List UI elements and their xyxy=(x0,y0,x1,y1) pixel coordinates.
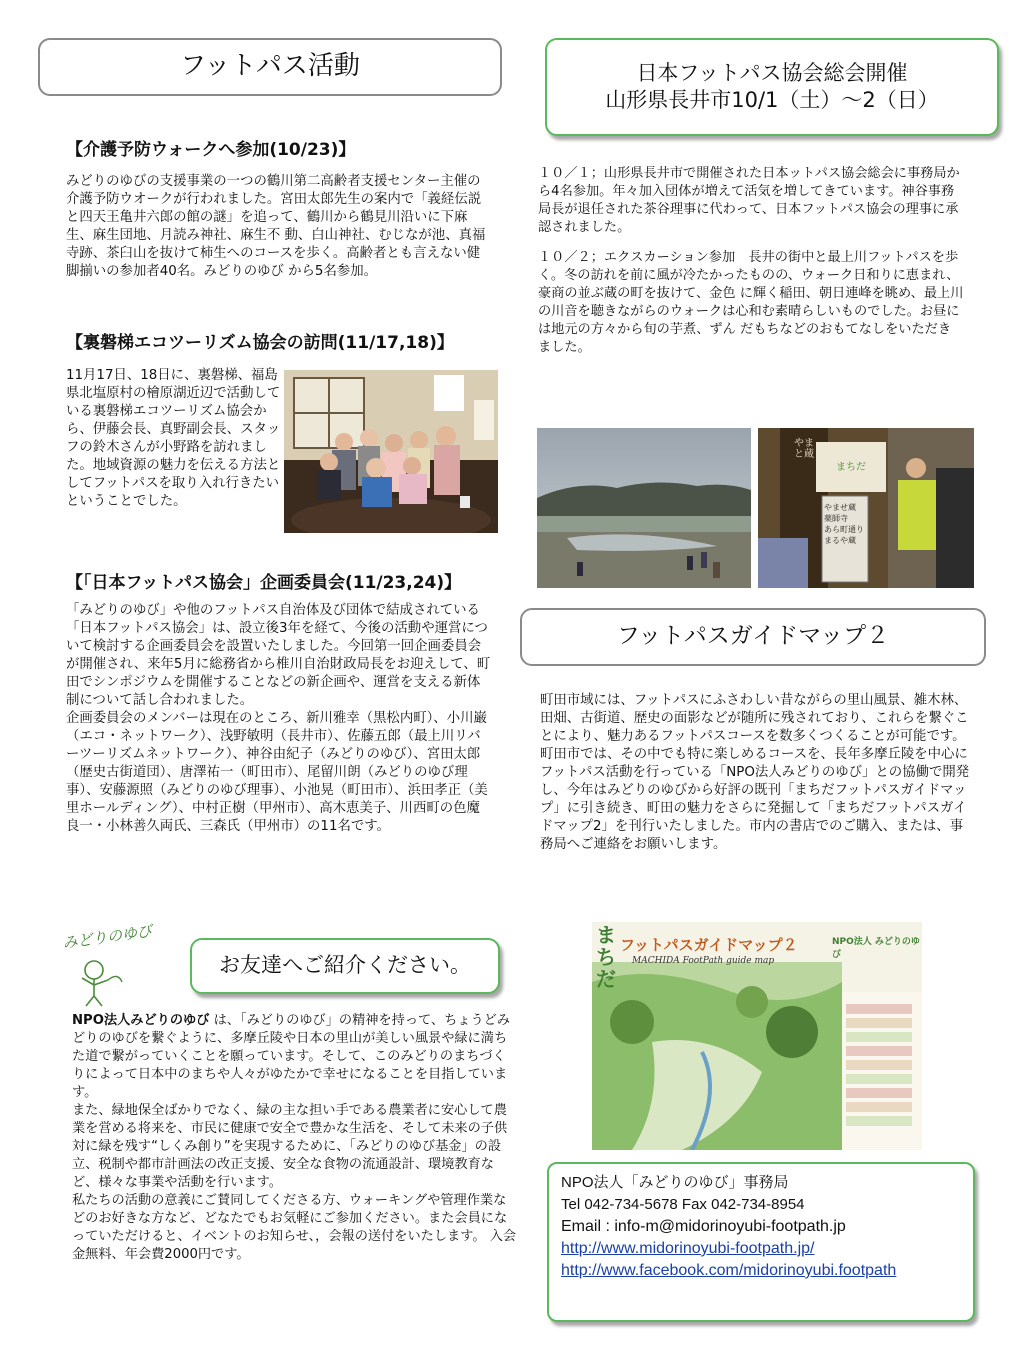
guide-map-side-text: まちだ xyxy=(596,923,616,991)
npo-paragraph-2: また、緑地保全ばかりでなく、緑の主な担い手である農業者に安心して農業を営める将来を、市民に健康で安全で豊かな生活を、そして未来の子供対に緑を残す“しくみ創り”を実現するために、「みどりのゆび基金」の設立、税制や都市計画法の改正支援、安全な食物の流通設計、環境教育など、様々な事業や活動を行います。 xyxy=(72,1103,508,1190)
sign-line: あら町通り xyxy=(824,525,864,534)
left-title: フットパス活動 xyxy=(180,51,360,82)
npo-p1-text: は、「みどりのゆび」の精神を持って、ちょうどみどりのゆびを繋ぐように、多摩丘陵や日本の里山が美しい風景や緑に満ちた道で繋がっていくことを願っています。そして、このみどりのまちづくりによって日本中のまちや人々がゆたかで幸せになることを目指しています。 xyxy=(72,1013,511,1100)
section-body-urabandai xyxy=(66,367,281,511)
river-photo xyxy=(537,428,751,588)
section-heading-kaigo: 【介護予防ウォークへ参加(10/23)】 xyxy=(66,140,356,160)
kyokai-paragraph-1: 「みどりのゆび」や他のフットパス自治体及び団体で結成されている「日本フットパス協会」は、設立後3年を経て、今後の活動や運営について検討する企画委員会を設置いたしました。今回第一回企画委員会が開催され、来年5月に総務省から椎川自治財政局長をお迎えして、町田でシンポジウムを開催することなどの新企画や、運営を支える新体制について話し合われました。 xyxy=(66,603,491,708)
group-photo-image xyxy=(284,370,498,533)
section-heading-urabandai: 【裏磐梯エコツーリズム協会の訪問(11/17,18)】 xyxy=(66,333,454,353)
right-title-line2: 山形県長井市10/1（土）～2（日） xyxy=(605,88,939,112)
kaigo-paragraph: みどりのゆびの支援事業の一つの鶴川第二高齢者支援センター主催の介護予防ウオークが行われました。宮田太郎先生の案内で「義経伝説と四天王亀井六郎の館の謎」を追って、鶴川から鶴見川沿いに下麻生、麻生団地、月読み神社、麻生不 動、白山神社、むじなが池、真福寺跡、茶臼山を抜けて柿生へのコースを歩く。高齢者とも言えない健脚揃いの参加者40名。みどりのゆび から5名参加。 xyxy=(66,174,486,279)
right-title-box xyxy=(545,38,999,136)
guide-map-index xyxy=(846,1000,912,1130)
friends-box xyxy=(190,938,500,994)
logo-text: みどりのゆび xyxy=(61,921,154,953)
right-title-line1: 日本フットパス協会総会開催 xyxy=(636,60,908,85)
soukai-paragraph-2: １０／２；エクスカーション参加 長井の街中と最上川フットパスを歩く。冬の訪れを前に風が冷たかったものの、ウォーク日和りに恵まれ、豪商の並ぶ蔵の町を抜けて、金色 に輝く稲田、朝日連峰を眺め、最上川の川音を聴きながらのウォークは心和む素晴らしいものでした。お昼には地元の方々から旬の芋煮、ずん だもちなどのおもてなしをいただきました。 xyxy=(538,250,964,355)
npo-description xyxy=(72,1012,518,1264)
npo-org-name: NPO法人みどりのゆび xyxy=(72,1013,210,1028)
friends-title: お友達へご紹介ください。 xyxy=(219,953,471,978)
sign-line: まるや蔵 xyxy=(824,536,856,545)
river-photo-image xyxy=(537,428,751,588)
guide-map-cover xyxy=(592,922,922,1150)
guide-map-cover-title: フットパスガイドマップ２ xyxy=(620,936,798,954)
guide-map-publisher: NPO法人 みどりのゆび xyxy=(832,937,920,960)
contact-facebook-link[interactable]: http://www.facebook.com/midorinoyubi.footpath xyxy=(561,1262,897,1279)
section-heading-kyokai: 【「日本フットパス協会」企画委員会(11/23,24)】 xyxy=(66,573,462,593)
urabandai-paragraph: 11月17日、18日に、裏磐梯、福島県北塩原村の檜原湖近辺で活動している裏磐梯エコツーリズム協会から、伊藤会長、真野副会長、スタッフの鈴木さんが小野路を訪れました。地域資源の魅力を伝える方法としてフットパスを取り入れ行きたいということでした。 xyxy=(66,368,281,509)
section-body-kaigo xyxy=(66,173,491,281)
guide-title-box xyxy=(520,608,986,666)
left-title-box xyxy=(38,38,502,96)
guide-paragraph-1: 町田市域には、フットパスにふさわしい昔ながらの里山風景、雑木林、田畑、古街道、歴史の面影などが随所に残されており、これらを繋ぐことにより、魅力あるフットパスコースを数多くつくることが可能です。 xyxy=(540,693,969,744)
midorinoyubi-logo xyxy=(62,922,182,1008)
guide-paragraph-2: 町田市では、その中でも特に楽しめるコースを、長年多摩丘陵を中心にフットパス活動を行っている「NPO法人みどりのゆび」との協働で開発し、今年はみどりのゆびから好評の既刊「まちだフットパスガイドマップ」に引き続き、町田の魅力をさらに発掘して「まちだフットパスガイドマップ2」を刊行いたしました。市内の書店でのご購入、または、事務局へご連絡をお願いします。 xyxy=(540,747,970,852)
kyokai-paragraph-2: 企画委員会のメンバーは現在のところ、新川雅幸（黒松内町）、小川巌（エコ・ネットワーク）、浅野敏明（長井市）、佐藤五郎（最上川リバーツーリズムネットワーク）、神谷由紀子（みどりのゆび）、宮田太郎（歴史古街道団）、唐澤祐一（町田市）、尾留川朗（みどりのゆび理事）、安藤源照（みどりのゆび理事）、小池晃（町田市）、浜田孝正（美里ホールディング）、中村正樹（甲州市）、高木恵美子、川西町の色魔良一・小林善久両氏、三森氏（甲州市）の11名です。 xyxy=(66,711,488,834)
contact-email: Email : info-m@midorinoyubi-footpath.jp xyxy=(561,1218,846,1235)
section-body-kyokai xyxy=(66,602,491,836)
sign-board-lines xyxy=(824,502,868,546)
group-photo xyxy=(284,370,498,533)
sign-board-top: まちだ xyxy=(836,462,866,473)
soukai-text xyxy=(538,165,964,357)
sign-line: 薬師寺 xyxy=(824,514,848,523)
sign-line: やませ蔵 xyxy=(824,503,856,512)
npo-paragraph-1 xyxy=(72,1012,518,1102)
npo-paragraph-3: 私たちの活動の意義にご賛同してくださる方、ウォーキングや管理作業などのお好きな方など、どなたでもお気軽にご参加ください。また会員になっていただけると、イベントのお知らせ、，会報の送付をいたします。 入会金無料、年会費2000円です。 xyxy=(72,1193,517,1262)
guide-title: フットパスガイドマップ２ xyxy=(616,623,890,650)
soukai-paragraph-1: １０／１；山形県長井市で開催された日本ットパス協会総会に事務局から4名参加。年々加入団体が増えて活気を増してきています。神谷事務局長が退任された茶谷理事に代わって、日本フットパス協会の理事に承認されました。 xyxy=(538,166,960,235)
contact-website-link[interactable]: http://www.midorinoyubi-footpath.jp/ xyxy=(561,1240,815,1257)
signpost-photo xyxy=(758,428,974,588)
contact-box xyxy=(547,1162,975,1322)
guide-text xyxy=(540,692,974,854)
guide-map-cover-subtitle: MACHIDA FootPath guide map xyxy=(632,956,775,966)
contact-org: NPO法人「みどりのゆび」事務局 xyxy=(561,1174,789,1191)
contact-tel-fax: Tel 042-734-5678 Fax 042-734-8954 xyxy=(561,1196,805,1213)
sign-stake-text: やまと蔵 xyxy=(794,438,814,460)
